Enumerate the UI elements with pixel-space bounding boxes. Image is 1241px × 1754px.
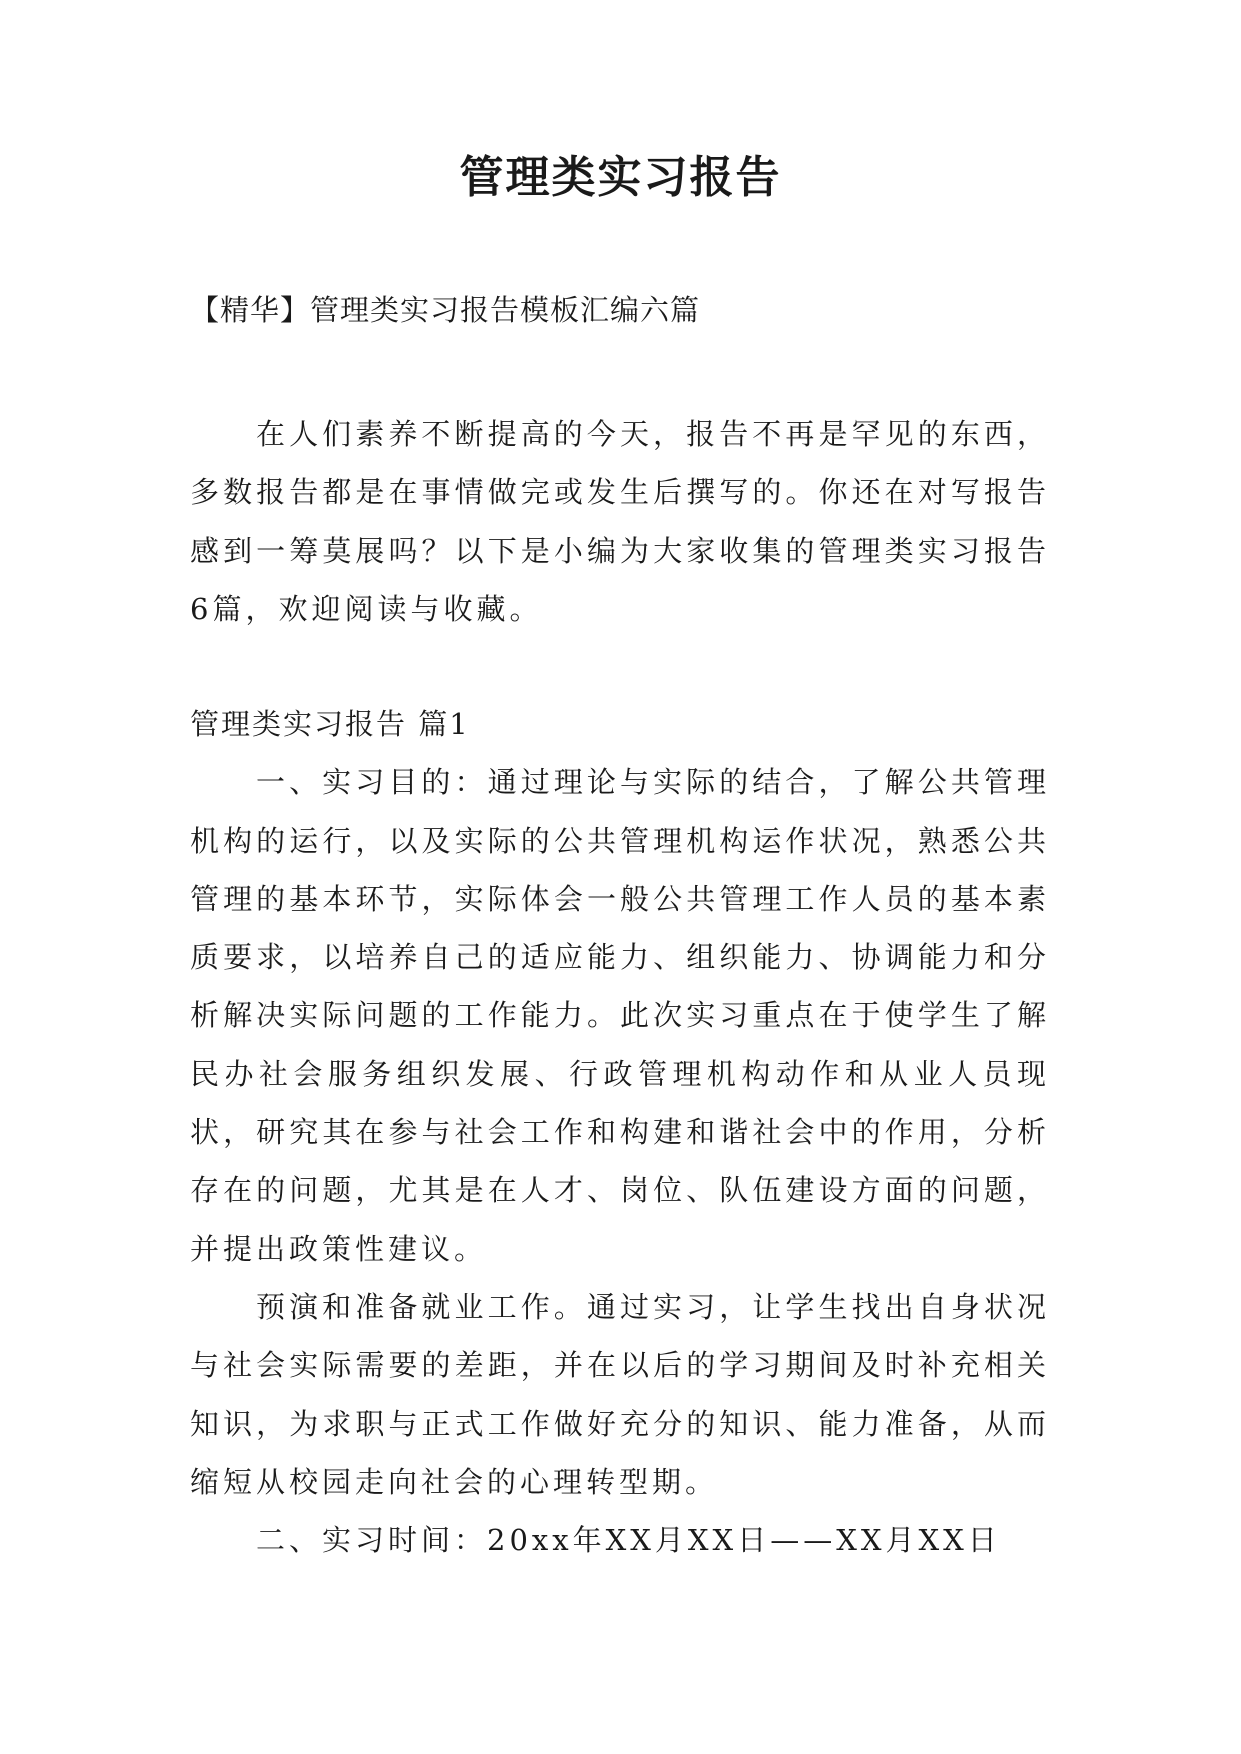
section-block	[190, 695, 1050, 1569]
intro-paragraph: 在人们素养不断提高的今天，报告不再是罕见的东西，多数报告都是在事情做完或发生后撰写的。你还在对写报告感到一筹莫展吗？以下是小编为大家收集的管理类实习报告6篇，欢迎阅读与收藏。	[190, 417, 1050, 626]
document-subtitle: 【精华】管理类实习报告模板汇编六篇	[190, 293, 701, 327]
intro-block	[190, 405, 1050, 638]
document-title: 管理类实习报告	[459, 152, 782, 203]
section-heading: 管理类实习报告 篇1	[190, 707, 470, 741]
paragraph-purpose: 一、实习目的：通过理论与实际的结合，了解公共管理机构的运行，以及实际的公共管理机构运作状况，熟悉公共管理的基本环节，实际体会一般公共管理工作人员的基本素质要求，以培养自己的适应能力、组织能力、协调能力和分析解决实际问题的工作能力。此次实习重点在于使学生了解民办社会服务组织发展、行政管理机构动作和从业人员现状，研究其在参与社会工作和构建和谐社会中的作用，分析存在的问题，尤其是在人才、岗位、队伍建设方面的问题，并提出政策性建议。	[190, 765, 1050, 1266]
paragraph-time: 二、实习时间：20xx年XX月XX日——XX月XX日	[256, 1523, 1001, 1558]
paragraph-preparation: 预演和准备就业工作。通过实习，让学生找出自身状况与社会实际需要的差距，并在以后的学习期间及时补充相关知识，为求职与正式工作做好充分的知识、能力准备，从而缩短从校园走向社会的心理转型期。	[190, 1289, 1050, 1499]
